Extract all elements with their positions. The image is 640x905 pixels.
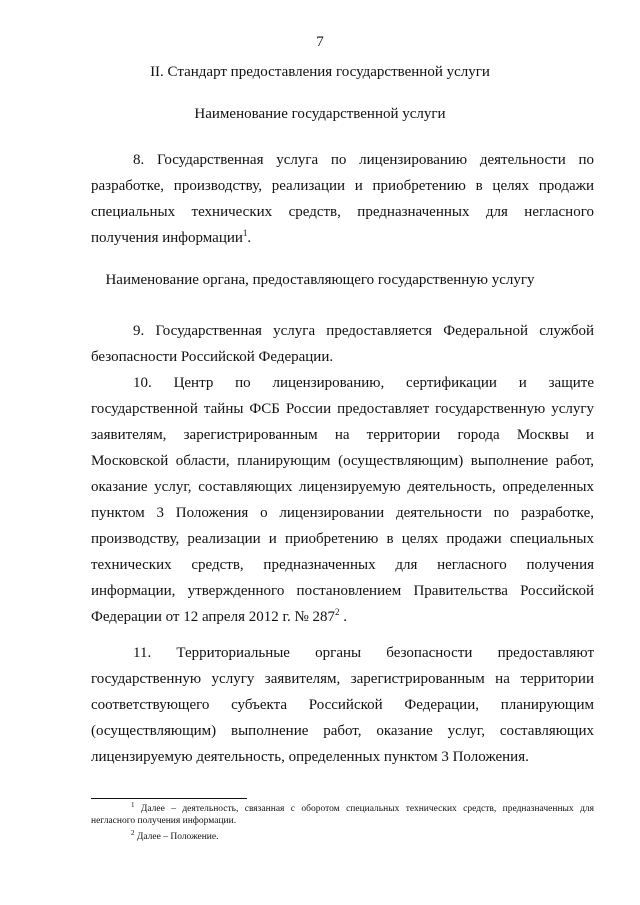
section-title: II. Стандарт предоставления государственной услуги: [150, 64, 490, 80]
paragraph-8: [91, 147, 594, 251]
paragraph-11: 11. Территориальные органы безопасности предоставляют государственную услугу заявителям, зарегистрированным на территории соответствующего субъекта Российской Федерации, планирующим (осуществляющим) выполнение работ, оказание услуг, составляющих лицензируемую деятельность, определенных пунктом 3 Положения.: [91, 645, 594, 765]
footnote-ref-2: 2: [335, 607, 340, 617]
paragraph-10-end: .: [339, 609, 347, 625]
paragraph-10-text: 10. Центр по лицензированию, сертификации и защите государственной тайны ФСБ России предоставляет государственную услугу заявителям, зарегистрированным на территории города Москвы и Московской области, планирующим (осуществляющим) выполнение работ, оказание услуг, составляющих лицензируемую деятельность, определенных пунктом 3 Положения о лицензировании деятельности по разработке, производству, реализации и приобретению в целях продажи специальных технических средств, предназначенных для негласного получения информации, утвержденного постановлением Правительства Российской Федерации от 12 апреля 2012 г. № 287: [91, 375, 594, 625]
footnote-ref-1: 1: [242, 228, 248, 238]
page-number: 7: [316, 34, 324, 50]
subheading-authority: Наименование органа, предоставляющего государственную услугу: [105, 272, 535, 288]
footnote-2-text: Далее – Положение.: [136, 832, 219, 842]
footnote-2-mark: 2: [131, 828, 135, 837]
paragraph-10: [91, 370, 594, 630]
paragraph-9: 9. Государственная услуга предоставляется Федеральной службой безопасности Российской Федерации.: [91, 323, 594, 365]
footnote-2: [91, 828, 594, 843]
footnote-1: [91, 800, 595, 827]
paragraph-8-text: 8. Государственная услуга по лицензированию деятельности по разработке, производству, реализации и приобретению в целях продажи специальных технических средств, предназначенных для негласного получения информации: [91, 152, 594, 246]
subheading-service-name: Наименование государственной услуги: [194, 106, 446, 122]
paragraph-8-end: .: [247, 230, 252, 246]
footnote-separator: [91, 798, 247, 799]
footnote-1-text: Далее – деятельность, связанная с оборотом специальных технических средств, предназначенных для негласного получения информации.: [91, 804, 595, 826]
footnote-1-mark: 1: [131, 800, 135, 809]
